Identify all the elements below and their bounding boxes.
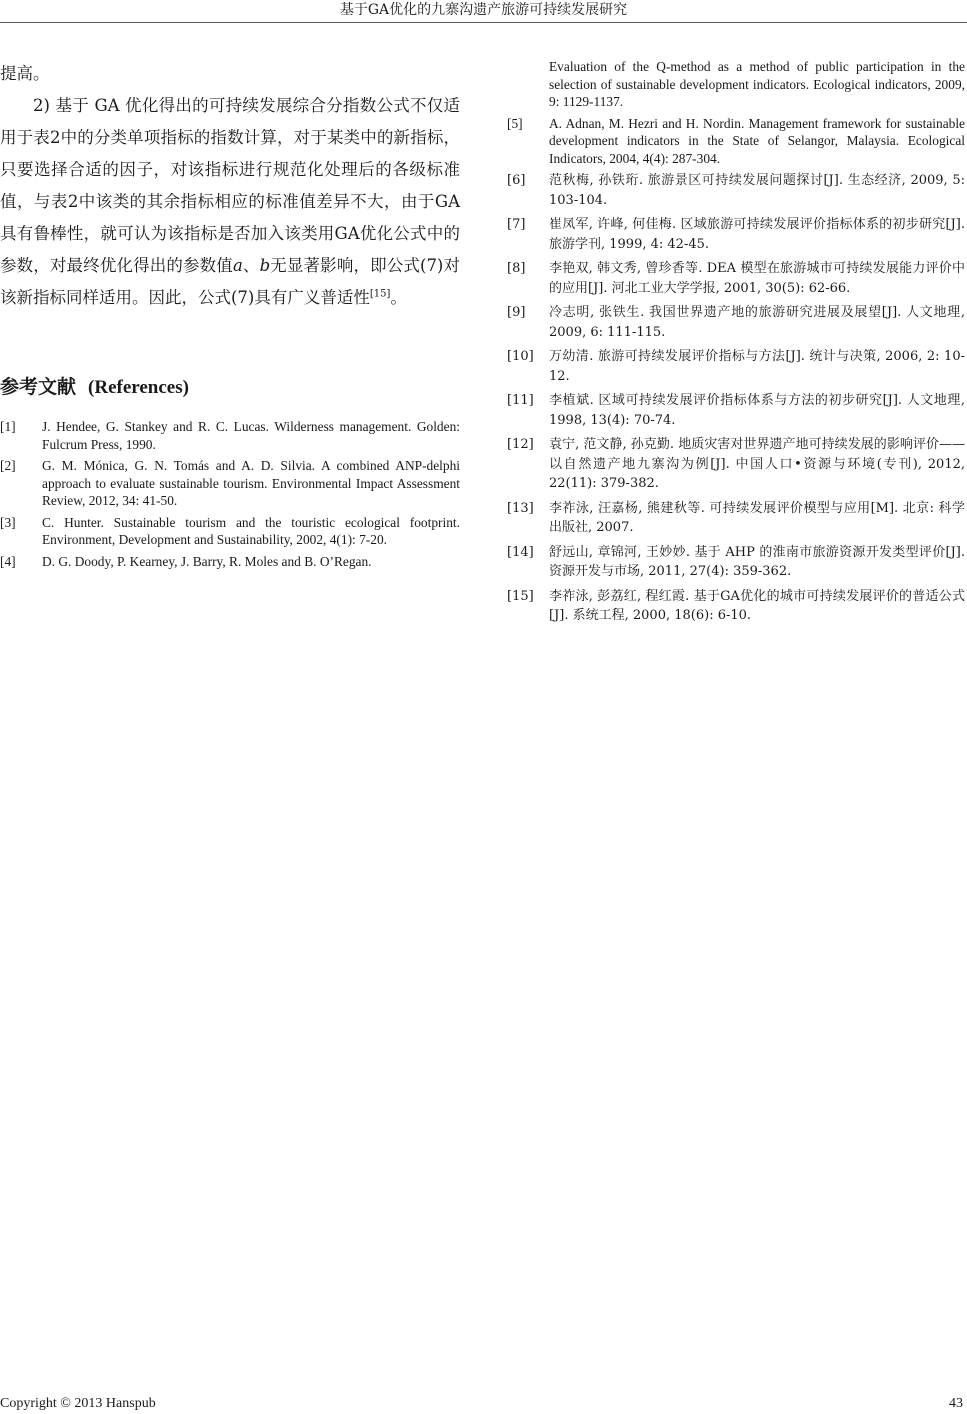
reference-number: [2] (0, 458, 16, 473)
reference-text: 李艳双, 韩文秀, 曾珍香等. DEA 模型在旅游城市可持续发展能力评价中的应用[J]. 河北工业大学学报, 2001, 30(5): 62-66. (549, 261, 965, 296)
page-number: 43 (949, 1396, 963, 1411)
reference-text: 李植斌. 区域可持续发展评价指标体系与方法的初步研究[J]. 人文地理, 1998, 13(4): 70-74. (549, 393, 965, 428)
reference-number: [8] (507, 261, 526, 276)
references-title-zh: 参考文献 (0, 377, 77, 398)
reference-number: [7] (507, 217, 526, 232)
reference-number: [15] (507, 588, 534, 604)
reference-text: D. G. Doody, P. Kearney, J. Barry, R. Moles and B. O’Regan. (42, 553, 372, 569)
reference-text: G. M. Mónica, G. N. Tomás and A. D. Silvia. A combined ANP-delphi approach to evaluate sustainable tourism. Environmental Impact Assessment Review, 2012, 34: 41-50. (42, 458, 460, 508)
reference-item (507, 499, 965, 538)
reference-item (507, 543, 965, 582)
reference-item-continued (507, 58, 965, 111)
reference-number: [5] (507, 115, 523, 131)
reference-number: [10] (507, 349, 534, 364)
reference-item (507, 171, 965, 210)
reference-number: [4] (0, 553, 16, 569)
reference-text: Evaluation of the Q-method as a method of public participation in the selection of sustainable development indicators. Ecological indicators, 2009, 9: 1129-1137. (549, 59, 965, 109)
copyright-notice: Copyright © 2013 Hanspub (0, 1396, 156, 1411)
body-paragraph-2 (0, 90, 460, 314)
paragraph-2-end: 。 (390, 288, 407, 307)
reference-number: [11] (507, 393, 534, 408)
reference-text: 李祚泳, 汪嘉杨, 熊建秋等. 可持续发展评价模型与应用[M]. 北京: 科学出版社, 2007. (549, 500, 965, 535)
reference-item (507, 215, 965, 254)
reference-text: 冷志明, 张铁生. 我国世界遗产地的旅游研究进展及展望[J]. 人文地理, 2009, 6: 111-115. (549, 305, 965, 340)
reference-text: 范秋梅, 孙铁珩. 旅游景区可持续发展问题探讨[J]. 生态经济, 2009, 5: 103-104. (549, 173, 965, 208)
reference-text: A. Adnan, M. Hezri and H. Nordin. Management framework for sustainable development indicators in the State of Selangor, Malaysia. Ecological Indicators, 2004, 4(4): 287-304. (549, 115, 965, 166)
reference-number: [13] (507, 500, 534, 516)
reference-item (0, 418, 460, 453)
variable-a: a (232, 256, 243, 275)
reference-number: [9] (507, 305, 526, 320)
left-column (0, 58, 460, 574)
reference-item (0, 457, 460, 510)
references-title-en: (References) (88, 377, 189, 398)
reference-item (507, 391, 965, 430)
reference-item (507, 259, 965, 298)
citation-15: [15] (369, 288, 391, 300)
paragraph-2-text-cont: 无显著影响，即公式(7)对该新指标同样适用。因此，公式(7)具有广义普适性 (0, 256, 461, 307)
reference-item (507, 115, 965, 168)
reference-text: 舒远山, 章锦河, 王妙妙. 基于 AHP 的淮南市旅游资源开发类型评价[J]. 资源开发与市场, 2011, 27(4): 359-362. (549, 544, 965, 579)
reference-text: 李祚泳, 彭荔红, 程红霞. 基于GA优化的城市可持续发展评价的普适公式[J]. 系统工程, 2000, 18(6): 6-10. (549, 588, 965, 623)
reference-number: [14] (507, 544, 534, 560)
reference-number: [3] (0, 514, 16, 530)
reference-number: [6] (507, 173, 526, 188)
running-title: 基于GA优化的九寨沟遗产旅游可持续发展研究 (339, 2, 628, 18)
reference-item (0, 553, 460, 571)
reference-list-left (0, 418, 460, 570)
reference-item (0, 514, 460, 549)
running-head (0, 0, 967, 23)
references-heading (0, 376, 460, 400)
reference-number: [1] (0, 419, 16, 434)
variable-b: b (259, 256, 271, 275)
reference-item (507, 347, 965, 386)
reference-item (507, 435, 965, 494)
separator: 、 (242, 256, 260, 275)
reference-text: J. Hendee, G. Stankey and R. C. Lucas. Wilderness management. Golden: Fulcrum Press, 1990. (42, 419, 460, 452)
right-column (507, 58, 965, 631)
reference-item (507, 587, 965, 626)
reference-text: 万幼清. 旅游可持续发展评价指标与方法[J]. 统计与决策, 2006, 2: 10-12. (549, 349, 965, 384)
body-paragraph-1: 提高。 (0, 64, 50, 83)
reference-text: 袁宁, 范文静, 孙克勤. 地质灾害对世界遗产地可持续发展的影响评价——以自然遗产地九寨沟为例[J]. 中国人口•资源与环境(专刊), 2012, 22(11): 379-382. (549, 437, 965, 491)
reference-number: [12] (507, 437, 534, 452)
paragraph-2-text: 2) 基于 GA 优化得出的可持续发展综合分指数公式不仅适用于表2中的分类单项指标的指数计算，对于某类中的新指标，只要选择合适的因子，对该指标进行规范化处理后的各级标准值，与表2中该类的其余指标相应的标准值差异不大，由于GA具有鲁棒性，就可认为该指标是否加入该类用GA优化公式中的参数，对最终优化得出的参数值 (0, 96, 460, 275)
reference-text: 崔凤军, 许峰, 何佳梅. 区域旅游可持续发展评价指标体系的初步研究[J]. 旅游学刊, 1999, 4: 42-45. (549, 217, 965, 252)
reference-text: C. Hunter. Sustainable tourism and the touristic ecological footprint. Environment, Development and Sustainability, 2002, 4(1): 7-20. (42, 514, 460, 547)
reference-item (507, 303, 965, 342)
reference-list-right (507, 58, 965, 626)
